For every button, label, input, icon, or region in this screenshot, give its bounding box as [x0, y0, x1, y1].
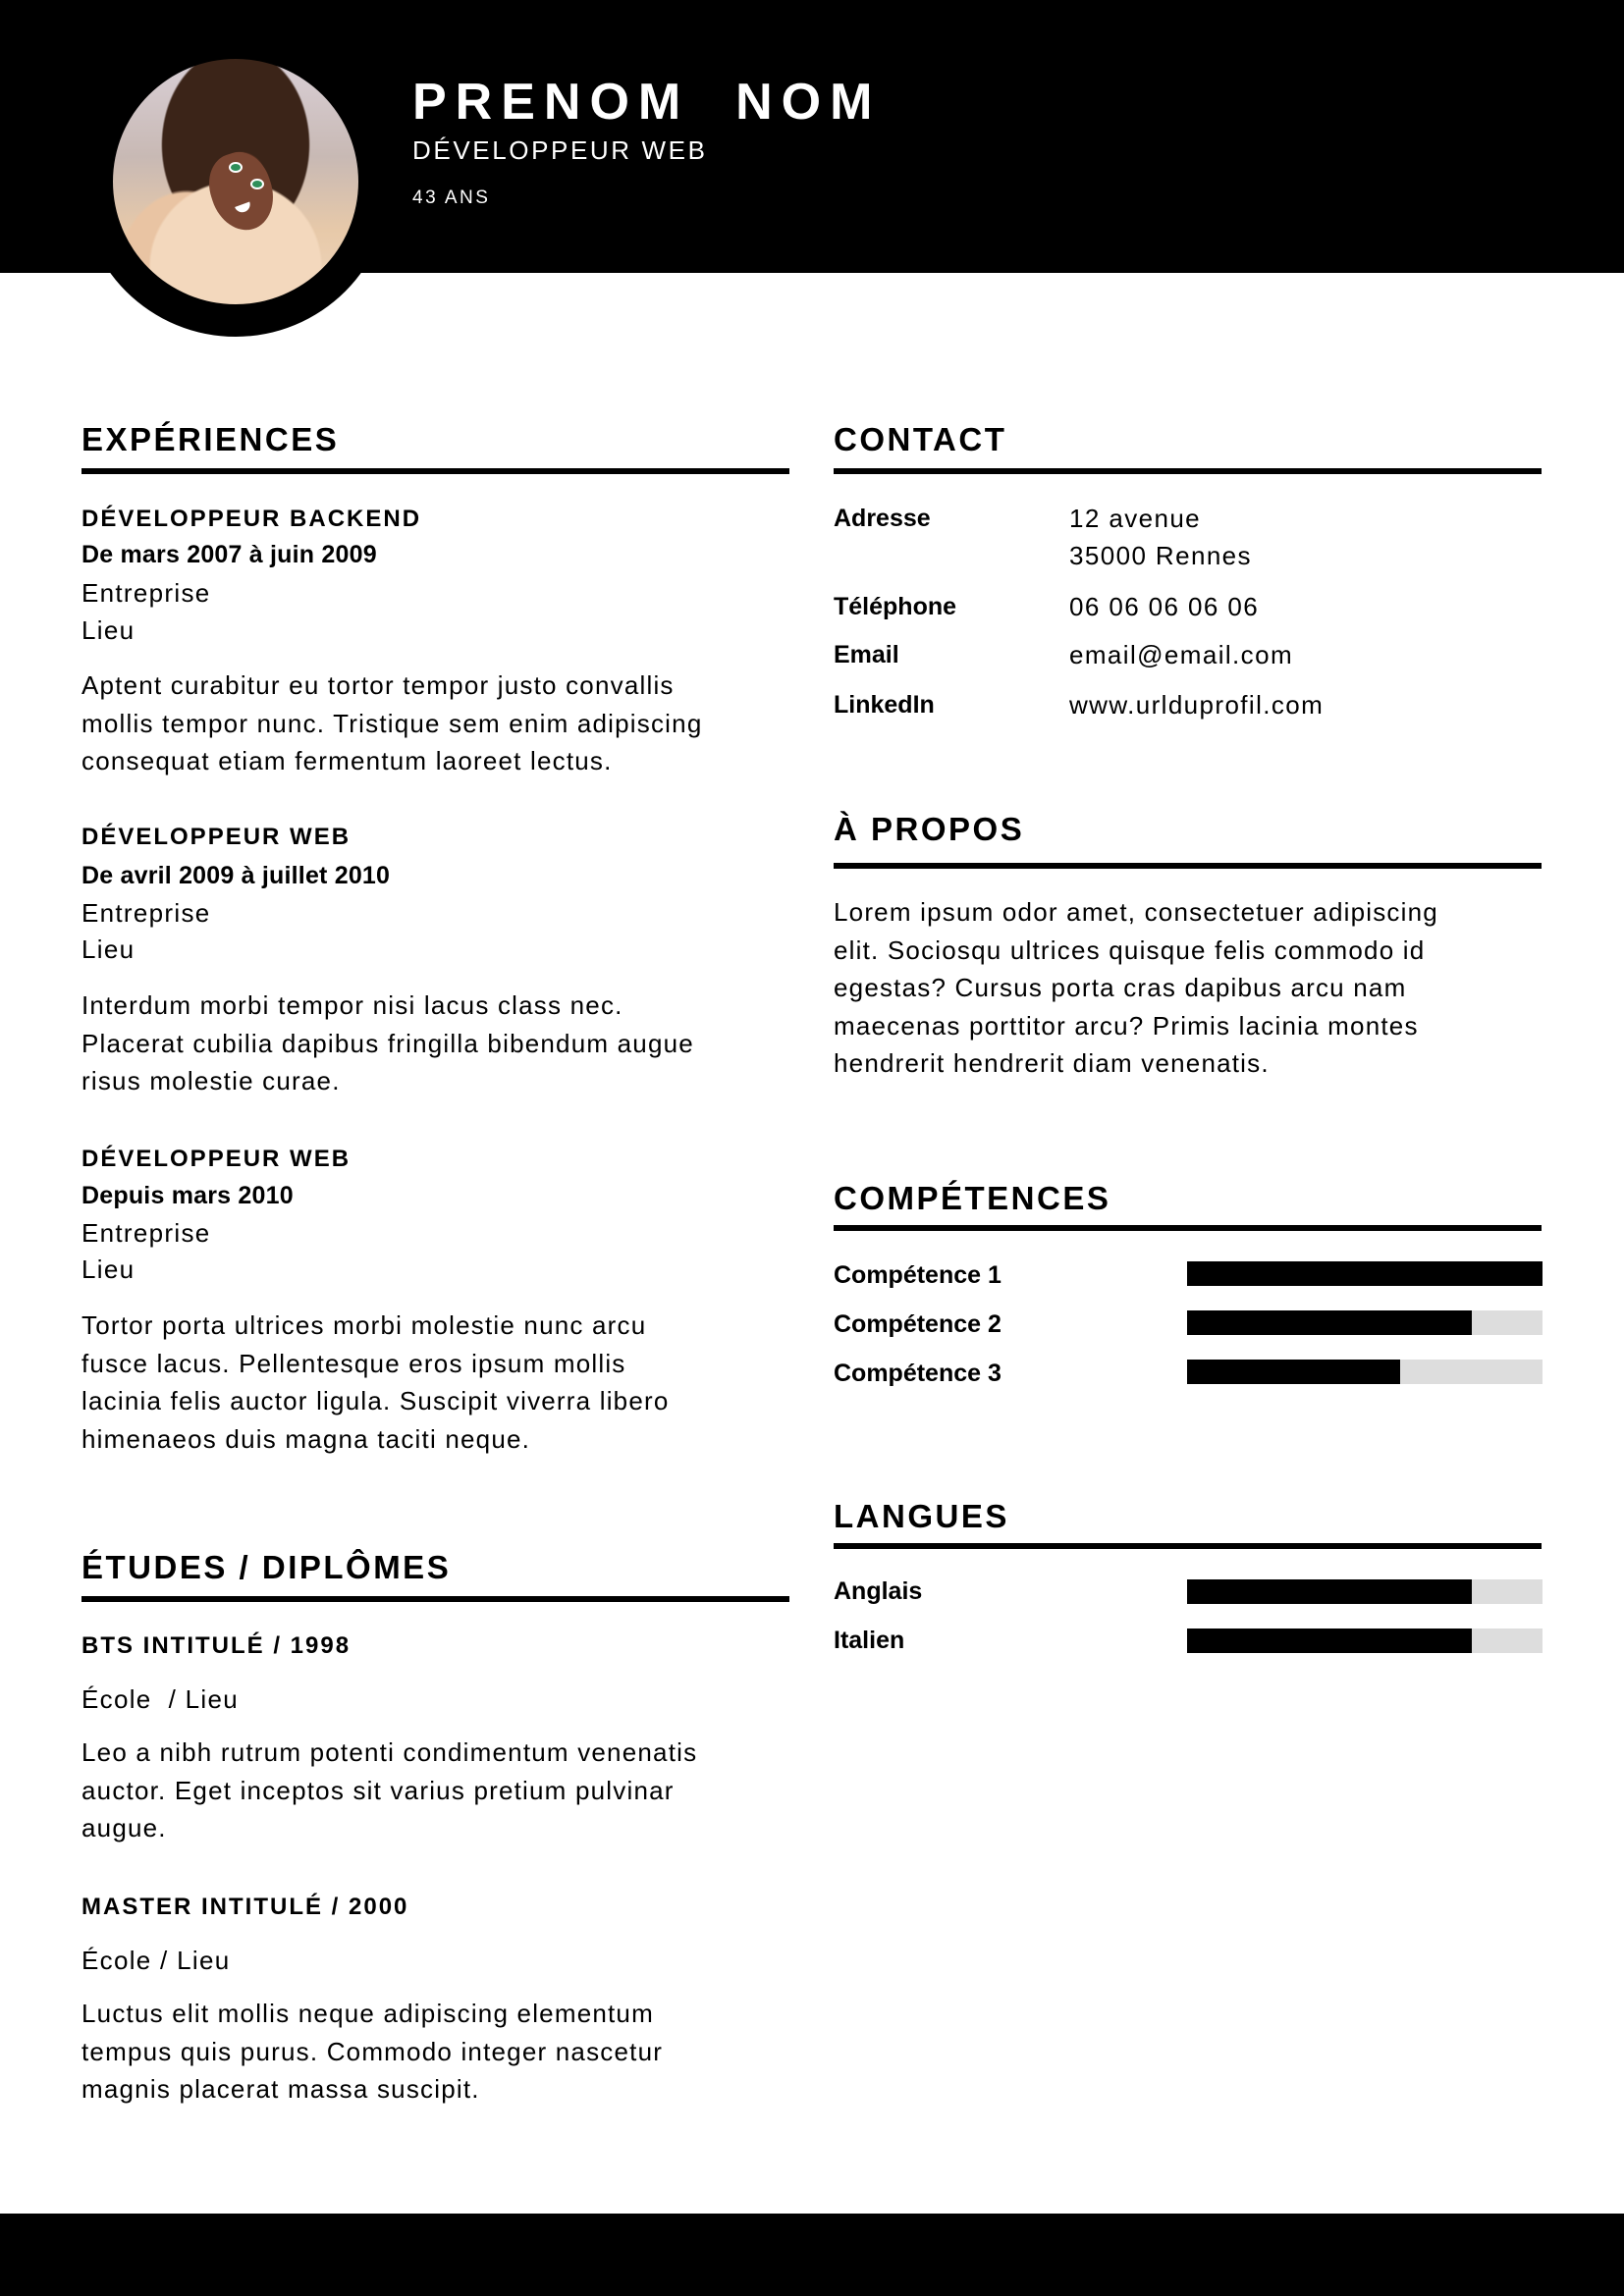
skills-rule	[834, 1225, 1542, 1231]
experience-company: Entreprise	[81, 898, 211, 928]
skill-level-bar	[1187, 1360, 1543, 1384]
phone-value[interactable]: 06 06 06 06 06	[1069, 592, 1260, 621]
experience-title: DÉVELOPPEUR WEB	[81, 824, 352, 850]
description-line: mollis tempor nunc. Tristique sem enim adipiscing	[81, 708, 703, 738]
skill-level-fill	[1187, 1360, 1400, 1384]
description-line: magnis placerat massa suscipit.	[81, 2074, 480, 2104]
description-line: Interdum morbi tempor nisi lacus class nec.	[81, 990, 623, 1020]
skill-level-fill	[1187, 1261, 1543, 1286]
experience-location: Lieu	[81, 615, 135, 645]
description-line: tempus quis purus. Commodo integer nascetur	[81, 2036, 664, 2066]
description-line: Luctus elit mollis neque adipiscing elementum	[81, 1999, 654, 2028]
avatar	[113, 59, 358, 304]
experiences-heading: EXPÉRIENCES	[81, 421, 340, 457]
languages-heading: LANGUES	[834, 1498, 1009, 1534]
description-line: risus molestie curae.	[81, 1066, 341, 1095]
contact-heading: CONTACT	[834, 421, 1007, 457]
description-line: fusce lacus. Pellentesque eros ipsum mollis	[81, 1348, 626, 1378]
contact-label: Adresse	[834, 505, 931, 532]
language-level-fill	[1187, 1629, 1472, 1653]
skill-level-bar	[1187, 1310, 1543, 1335]
experience-dates: De mars 2007 à juin 2009	[81, 541, 377, 568]
contact-label: Email	[834, 641, 899, 668]
candidate-name: PRENOM NOM	[412, 74, 882, 131]
avatar-eye	[250, 179, 264, 189]
contact-rule	[834, 468, 1542, 474]
email-link[interactable]: email@email.com	[1069, 640, 1293, 669]
education-rule	[81, 1596, 789, 1602]
skill-level-bar	[1187, 1261, 1543, 1286]
contact-value: 12 avenue	[1069, 504, 1202, 533]
experience-title: DÉVELOPPEUR WEB	[81, 1146, 352, 1172]
experience-location: Lieu	[81, 1255, 135, 1284]
avatar-eye	[229, 162, 243, 173]
skill-label: Compétence 3	[834, 1360, 1001, 1387]
footer-band	[0, 2214, 1624, 2296]
language-label: Italien	[834, 1627, 905, 1654]
description-line: consequat etiam fermentum laoreet lectus.	[81, 746, 613, 775]
experience-description	[81, 667, 702, 780]
description-line: lacinia felis auctor ligula. Suscipit viverra libero	[81, 1386, 670, 1415]
about-line: hendrerit hendrerit diam venenatis.	[834, 1048, 1270, 1078]
about-rule	[834, 863, 1542, 869]
avatar-face	[200, 144, 283, 238]
education-title: BTS INTITULÉ / 1998	[81, 1632, 352, 1659]
education-description	[81, 1995, 663, 2109]
language-level-fill	[1187, 1579, 1472, 1604]
experience-description	[81, 1307, 670, 1458]
language-level-bar	[1187, 1629, 1543, 1653]
about-line: Lorem ipsum odor amet, consectetuer adipiscing	[834, 897, 1438, 927]
description-line: Tortor porta ultrices morbi molestie nunc arcu	[81, 1310, 647, 1340]
linkedin-link[interactable]: www.urlduprofil.com	[1069, 690, 1325, 720]
contact-label: LinkedIn	[834, 691, 935, 719]
experiences-rule	[81, 468, 789, 474]
about-heading: À PROPOS	[834, 811, 1025, 847]
description-line: auctor. Eget inceptos sit varius pretium pulvinar	[81, 1775, 675, 1805]
language-level-bar	[1187, 1579, 1543, 1604]
candidate-job-title: DÉVELOPPEUR WEB	[412, 135, 708, 165]
experience-dates: Depuis mars 2010	[81, 1182, 294, 1209]
education-title: MASTER INTITULÉ / 2000	[81, 1894, 409, 1920]
experience-company: Entreprise	[81, 578, 211, 608]
about-line: elit. Sociosqu ultrices quisque felis commodo id	[834, 934, 1426, 965]
experience-company: Entreprise	[81, 1218, 211, 1248]
description-line: Placerat cubilia dapibus fringilla bibendum augue	[81, 1028, 694, 1058]
description-line: himenaeos duis magna taciti neque.	[81, 1423, 531, 1454]
education-heading: ÉTUDES / DIPLÔMES	[81, 1549, 452, 1585]
contact-label: Téléphone	[834, 593, 957, 620]
education-school: École / Lieu	[81, 1684, 239, 1714]
experience-dates: De avril 2009 à juillet 2010	[81, 862, 391, 889]
description-line: Aptent curabitur eu tortor tempor justo convallis	[81, 670, 675, 700]
language-label: Anglais	[834, 1577, 923, 1605]
experience-title: DÉVELOPPEUR BACKEND	[81, 506, 422, 532]
skills-heading: COMPÉTENCES	[834, 1180, 1111, 1216]
description-line: Leo a nibh rutrum potenti condimentum venenatis	[81, 1737, 698, 1767]
experience-location: Lieu	[81, 934, 135, 964]
skill-label: Compétence 2	[834, 1310, 1001, 1338]
skill-level-fill	[1187, 1310, 1472, 1335]
education-school: École / Lieu	[81, 1946, 231, 1975]
experience-description	[81, 987, 694, 1100]
contact-value: 35000 Rennes	[1069, 541, 1252, 570]
education-description	[81, 1734, 697, 1847]
candidate-age: 43 ANS	[412, 187, 491, 208]
skill-label: Compétence 1	[834, 1261, 1001, 1289]
about-text	[834, 893, 1438, 1083]
languages-rule	[834, 1543, 1542, 1549]
about-line: egestas? Cursus porta cras dapibus arcu nam	[834, 973, 1407, 1002]
about-line: maecenas porttitor arcu? Primis lacinia montes	[834, 1010, 1419, 1041]
description-line: augue.	[81, 1813, 167, 1842]
